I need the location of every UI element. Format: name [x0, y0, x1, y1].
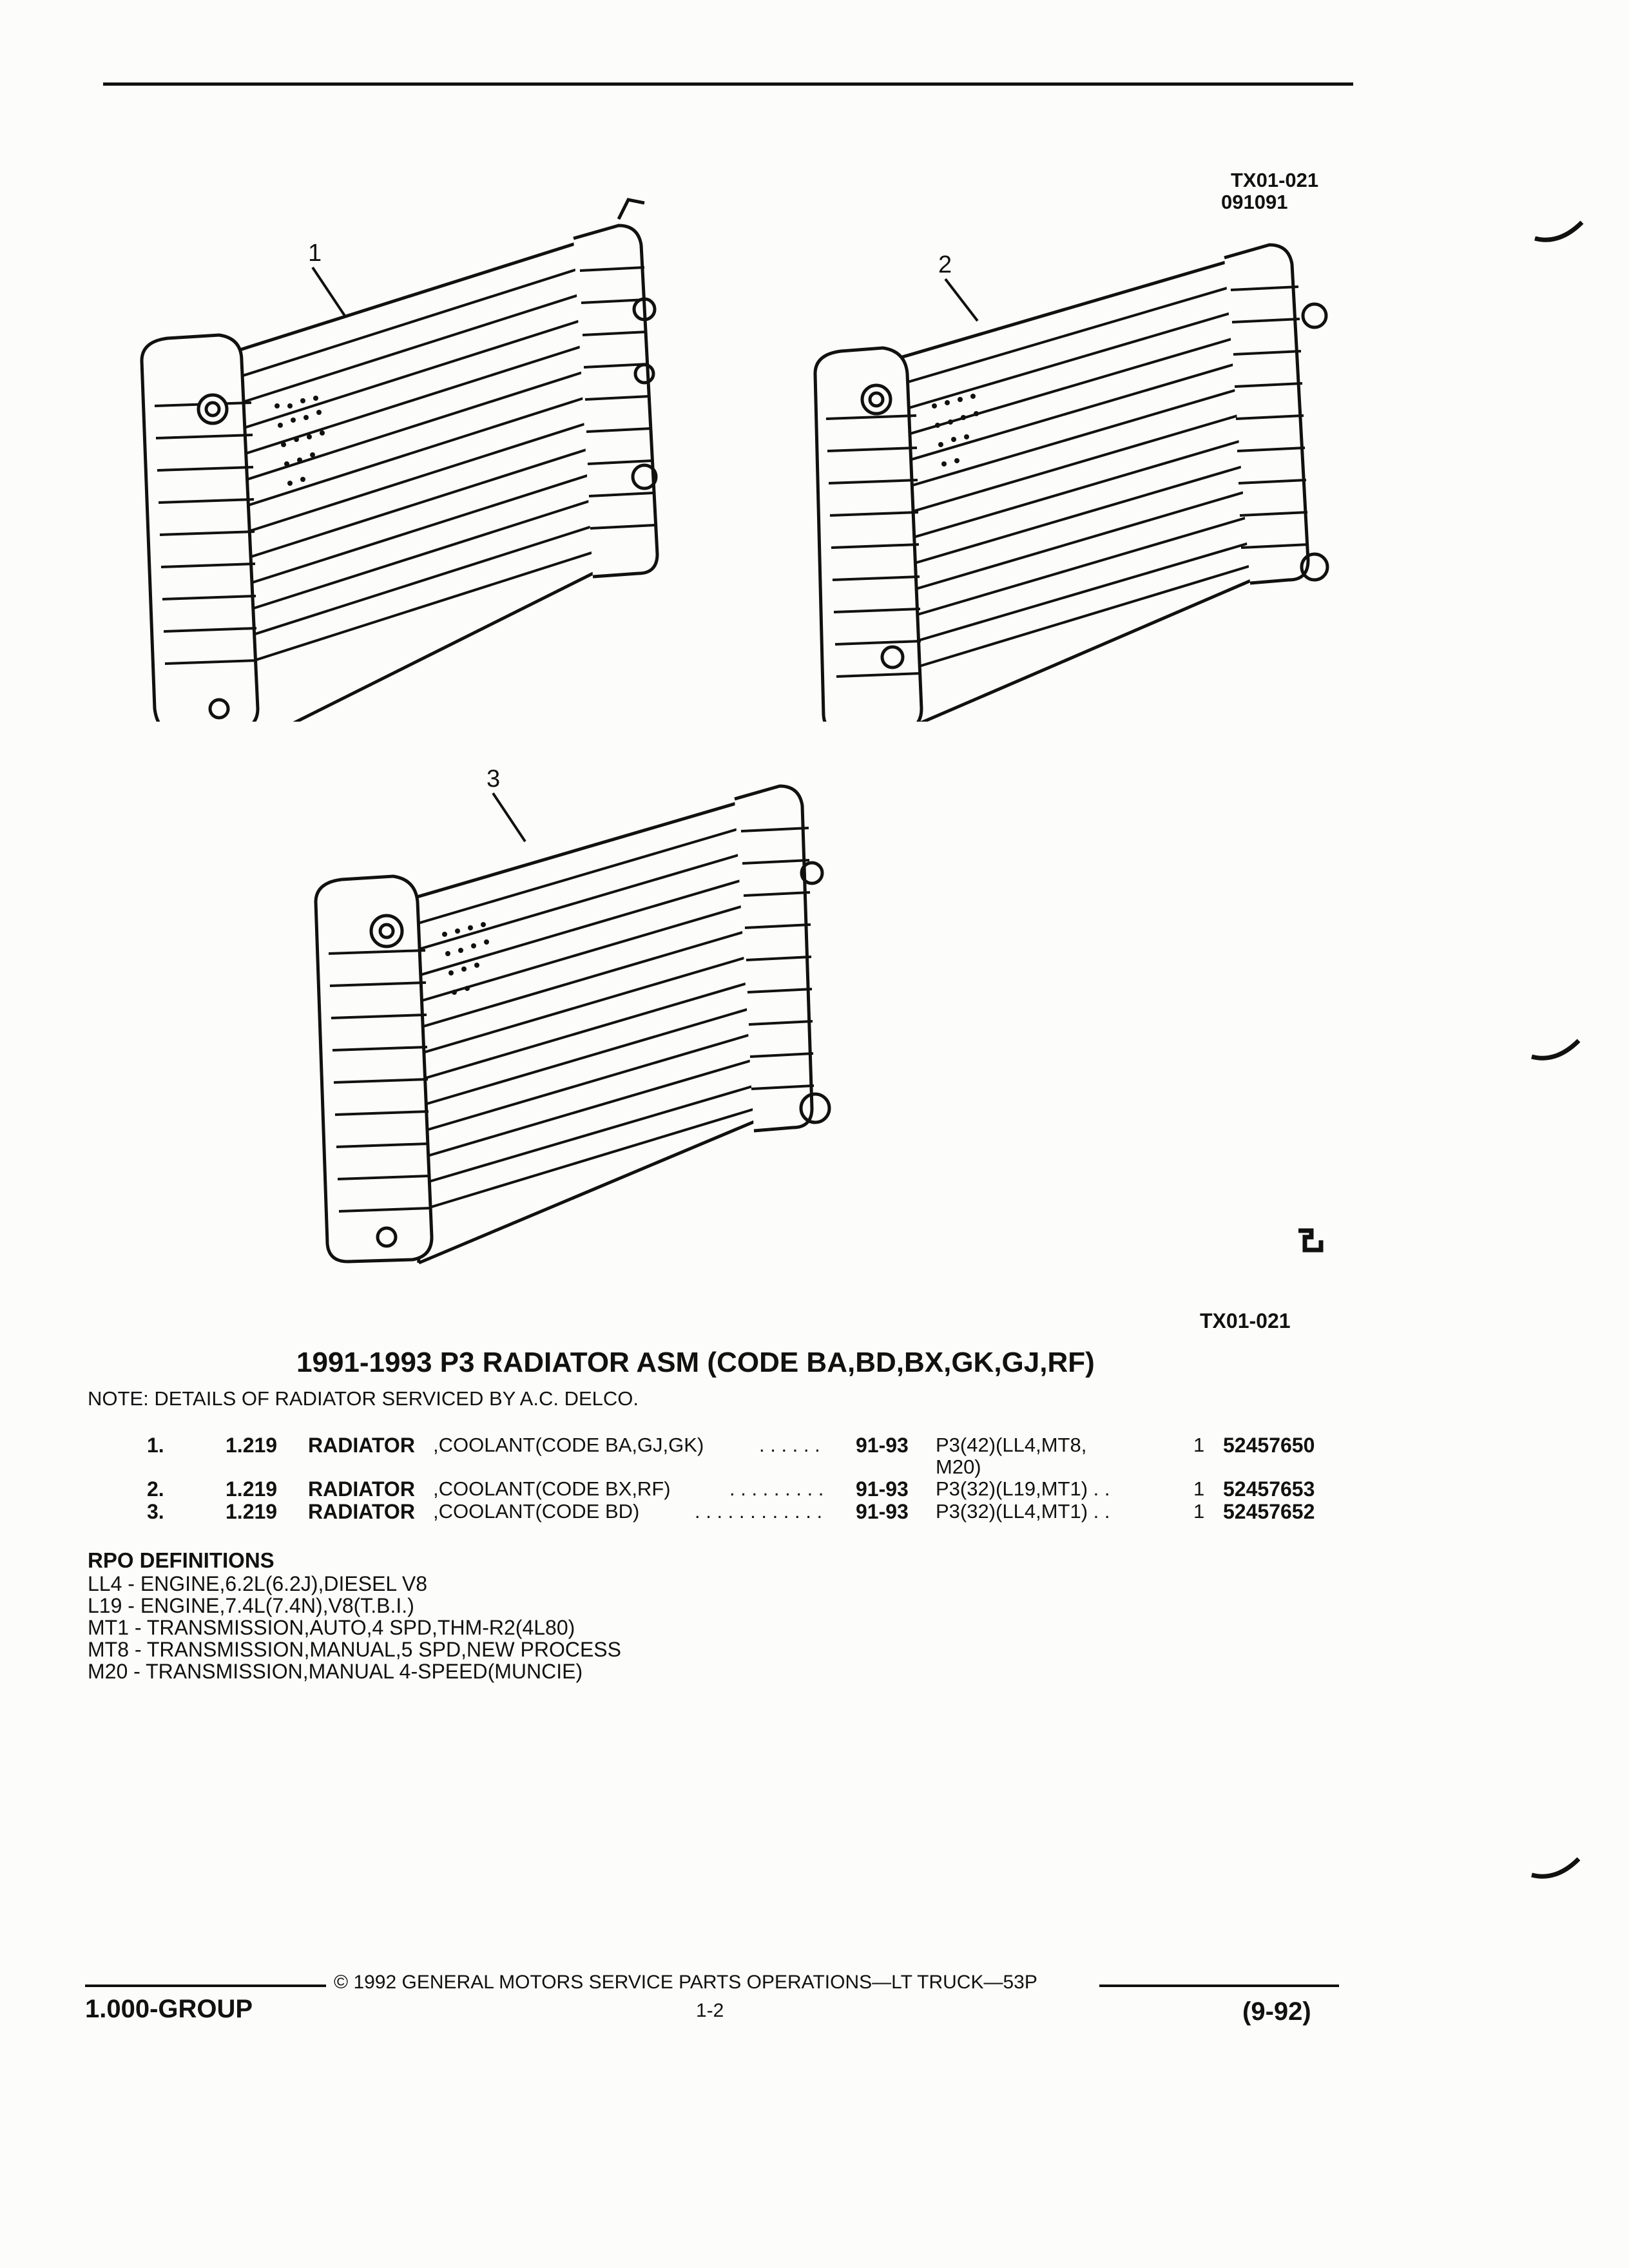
section-title: 1991-1993 P3 RADIATOR ASM (CODE BA,BD,BX,GK,GJ,RF): [296, 1347, 1095, 1378]
row-qty: 1: [1193, 1477, 1205, 1500]
figure-id-top: TX01-021: [1231, 169, 1319, 191]
footer-group: 1.000-GROUP: [85, 1995, 253, 2023]
scan-mark-1: [1534, 219, 1585, 251]
row-desc: ,COOLANT(CODE BX,RF): [433, 1477, 671, 1500]
rpo-heading: RPO DEFINITIONS: [88, 1548, 275, 1572]
radiator-illustration-1: [129, 193, 709, 722]
row-index: 2.: [147, 1477, 164, 1501]
row-qty: 1: [1193, 1500, 1205, 1523]
footer-rule-left: [85, 1984, 326, 1987]
row-years: 91-93: [856, 1500, 909, 1523]
row-usage-cont: M20): [936, 1456, 981, 1478]
rpo-item: LL4 - ENGINE,6.2L(6.2J),DIESEL V8: [88, 1572, 428, 1595]
figure-date-code: 091091: [1221, 191, 1288, 213]
callout-1-leader: [309, 264, 354, 322]
row-part-number: 52457650: [1223, 1434, 1315, 1457]
scan-mark-2: [1530, 1037, 1582, 1070]
row-desc: ,COOLANT(CODE BA,GJ,GK): [433, 1434, 704, 1456]
row-index: 3.: [147, 1500, 164, 1523]
radiator-illustration-2: [805, 206, 1373, 722]
callout-3-leader: [490, 790, 535, 848]
scan-mark-3: [1530, 1856, 1582, 1888]
figure-id-bottom: TX01-021: [1200, 1309, 1291, 1332]
footer-copyright: © 1992 GENERAL MOTORS SERVICE PARTS OPERATIONS—LT TRUCK—53P: [334, 1972, 1037, 1993]
row-leader: . . . . . . . . . . . .: [695, 1500, 823, 1523]
radiator-illustration-3: [296, 747, 863, 1276]
callout-1: 1: [308, 240, 322, 267]
callout-3: 3: [487, 765, 501, 793]
row-name: RADIATOR: [308, 1500, 415, 1523]
row-name: RADIATOR: [308, 1434, 415, 1457]
row-leader: . . . . . . . . .: [729, 1477, 824, 1500]
callout-2-leader: [942, 276, 987, 327]
rpo-item: M20 - TRANSMISSION,MANUAL 4-SPEED(MUNCIE): [88, 1660, 583, 1683]
row-desc: ,COOLANT(CODE BD): [433, 1500, 640, 1523]
row-group: 1.219: [226, 1434, 278, 1457]
row-qty: 1: [1193, 1434, 1205, 1456]
catalog-symbol-icon: [1295, 1224, 1327, 1256]
rpo-item: MT1 - TRANSMISSION,AUTO,4 SPD,THM-R2(4L80): [88, 1616, 575, 1639]
callout-2: 2: [938, 251, 952, 278]
row-group: 1.219: [226, 1477, 278, 1501]
rpo-item: MT8 - TRANSMISSION,MANUAL,5 SPD,NEW PROCESS: [88, 1638, 621, 1661]
footer-page-number: 1-2: [696, 2000, 724, 2021]
row-years: 91-93: [856, 1434, 909, 1457]
row-usage: P3(42)(LL4,MT8,: [936, 1434, 1087, 1456]
row-years: 91-93: [856, 1477, 909, 1501]
row-usage: P3(32)(LL4,MT1) . .: [936, 1500, 1110, 1523]
row-index: 1.: [147, 1434, 164, 1457]
row-group: 1.219: [226, 1500, 278, 1523]
row-part-number: 52457652: [1223, 1500, 1315, 1523]
footer-revision: (9-92): [1242, 1997, 1311, 2026]
row-name: RADIATOR: [308, 1477, 415, 1501]
row-usage: P3(32)(L19,MT1) . .: [936, 1477, 1110, 1500]
note-text: NOTE: DETAILS OF RADIATOR SERVICED BY A.C. DELCO.: [88, 1387, 639, 1410]
row-part-number: 52457653: [1223, 1477, 1315, 1501]
footer-rule-right: [1099, 1984, 1339, 1987]
rpo-item: L19 - ENGINE,7.4L(7.4N),V8(T.B.I.): [88, 1594, 414, 1617]
row-leader: . . . . . .: [759, 1434, 820, 1456]
top-rule: [103, 82, 1353, 86]
